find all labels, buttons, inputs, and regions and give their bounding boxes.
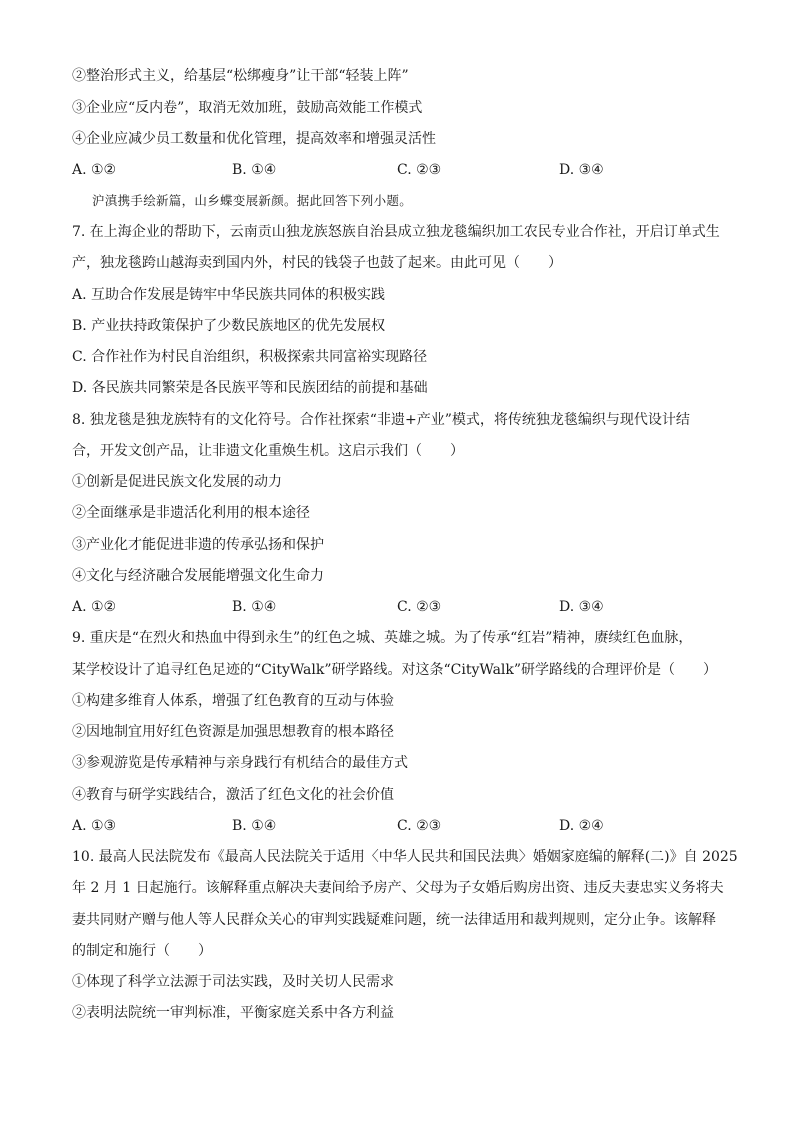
q8-item-1: ①创新是促进民族文化发展的动力: [72, 474, 282, 490]
q8-options: [72, 597, 732, 617]
q8-item-4: ④文化与经济融合发展能增强文化生命力: [72, 568, 324, 584]
q10-item-1: ①体现了科学立法源于司法实践，及时关切人民需求: [72, 974, 394, 990]
q9-stem-line-2: 某学校设计了追寻红色足迹的“CityWalk”研学路线。对这条“CityWalk”研学路线的合理评价是（ ）: [72, 662, 718, 678]
q9-item-3: ③参观游览是传承精神与亲身践行有机结合的最佳方式: [72, 755, 408, 771]
q8-stem-line-2: 合，开发文创产品，让非遗文化重焕生机。这启示我们（ ）: [72, 443, 464, 459]
q9-item-1: ①构建多维育人体系，增强了红色教育的互动与体验: [72, 693, 394, 709]
q10-item-2: ②表明法院统一审判标准，平衡家庭关系中各方利益: [72, 1005, 394, 1021]
q8-item-2: ②全面继承是非遗活化利用的根本途径: [72, 505, 310, 521]
q7-choice-d[interactable]: D. 各民族共同繁荣是各民族平等和民族团结的前提和基础: [72, 380, 428, 396]
q9-option-a[interactable]: A. ①③: [72, 818, 117, 834]
q8-option-c[interactable]: C. ②③: [397, 599, 442, 615]
q10-stem-line-3: 妻共同财产赠与他人等人民群众关心的审判实践疑难问题，统一法律适用和裁判规则，定分止争。该解释: [72, 912, 716, 928]
q10-stem-line-2: 年 2 月 1 日起施行。该解释重点解决夫妻间给予房产、父母为子女婚后购房出资、违反夫妻忠实义务将夫: [72, 880, 724, 896]
q6-options: [72, 160, 732, 180]
q7-stem-line-1: 7. 在上海企业的帮助下，云南贡山独龙族怒族自治县成立独龙毯编织加工农民专业合作社，开启订单式生: [72, 224, 720, 240]
q8-item-3: ③产业化才能促进非遗的传承弘扬和保护: [72, 537, 324, 553]
q6-option-b[interactable]: B. ①④: [232, 162, 277, 178]
q8-option-d[interactable]: D. ③④: [559, 599, 604, 615]
q7-stem-line-2: 产，独龙毯跨山越海卖到国内外，村民的钱袋子也鼓了起来。由此可见（ ）: [72, 255, 562, 271]
q8-option-b[interactable]: B. ①④: [232, 599, 277, 615]
q7-choice-a[interactable]: A. 互助合作发展是铸牢中华民族共同体的积极实践: [72, 287, 386, 303]
q8-option-a[interactable]: A. ①②: [72, 599, 117, 615]
q6-option-d[interactable]: D. ③④: [559, 162, 604, 178]
q6-item-3: ③企业应“反内卷”，取消无效加班，鼓励高效能工作模式: [72, 100, 423, 116]
q6-option-c[interactable]: C. ②③: [397, 162, 442, 178]
q7-choice-c[interactable]: C. 合作社作为村民自治组织，积极探索共同富裕实现路径: [72, 349, 428, 365]
q6-item-2: ②整治形式主义，给基层“松绑瘦身”让干部“轻装上阵”: [72, 68, 409, 84]
q7-choice-b[interactable]: B. 产业扶持政策保护了少数民族地区的优先发展权: [72, 318, 386, 334]
q9-option-c[interactable]: C. ②③: [397, 818, 442, 834]
q6-option-a[interactable]: A. ①②: [72, 162, 117, 178]
q10-stem-line-4: 的制定和施行（ ）: [72, 943, 212, 959]
q9-options: [72, 816, 732, 836]
q9-option-b[interactable]: B. ①④: [232, 818, 277, 834]
q9-item-4: ④教育与研学实践结合，激活了红色文化的社会价值: [72, 787, 394, 803]
q8-stem-line-1: 8. 独龙毯是独龙族特有的文化符号。合作社探索“非遗+产业”模式，将传统独龙毯编织与现代设计结: [72, 412, 690, 428]
q9-item-2: ②因地制宜用好红色资源是加强思想教育的根本路径: [72, 724, 394, 740]
passage-intro: 沪滇携手绘新篇，山乡蝶变展新颜。据此回答下列小题。: [92, 193, 413, 208]
q9-option-d[interactable]: D. ②④: [559, 818, 604, 834]
q9-stem-line-1: 9. 重庆是“在烈火和热血中得到永生”的红色之城、英雄之城。为了传承“红岩”精神，赓续红色血脉，: [72, 630, 693, 646]
q6-item-4: ④企业应减少员工数量和优化管理，提高效率和增强灵活性: [72, 131, 436, 147]
q10-stem-line-1: 10. 最高人民法院发布《最高人民法院关于适用〈中华人民共和国民法典〉婚姻家庭编的解释(二)》自 2025: [72, 849, 738, 865]
